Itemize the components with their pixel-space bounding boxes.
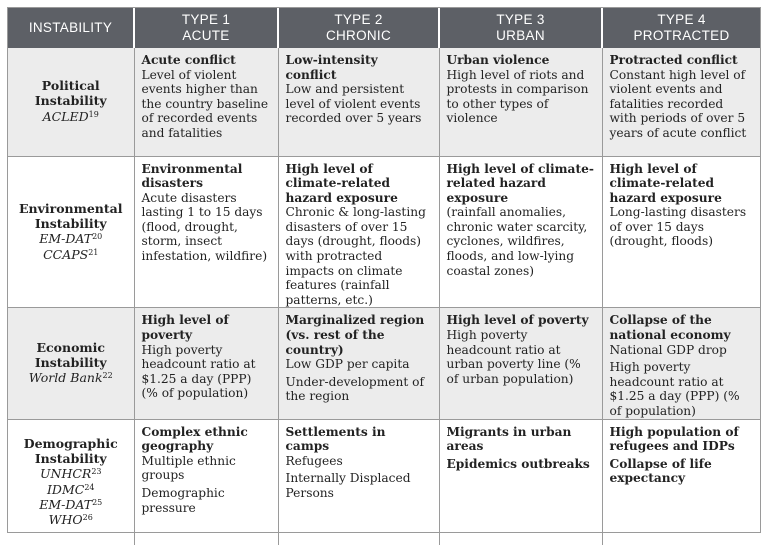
source-name: EM-DAT — [39, 496, 93, 512]
type-1-cell — [134, 308, 278, 419]
type-4-cell — [602, 48, 760, 156]
type-3-cell — [439, 308, 602, 419]
cell-title: Epidemics outbreaks — [446, 456, 590, 471]
header-type-1 — [134, 8, 278, 48]
row-title: Environmental — [18, 200, 123, 216]
instability-typology-table — [8, 8, 760, 545]
cell-description: Level of violent events higher than the country baseline of recorded events and fatalities — [141, 67, 269, 140]
type-1-cell — [134, 48, 278, 156]
source-reference: 21 — [88, 247, 99, 257]
source-reference: 25 — [92, 497, 103, 507]
type-1-cell — [134, 419, 278, 545]
cell-description: Multiple ethnic groups — [141, 453, 236, 483]
cell-title: Settlements in camps — [285, 424, 386, 454]
cell-title: Collapse of life expectancy — [609, 456, 712, 486]
type-number: TYPE 4 — [657, 12, 706, 27]
source-name: IDMC — [46, 481, 85, 497]
cell-description: (rainfall anomalies, chronic water scarcity, cyclones, wildfires, floods, and low-lying coastal zones) — [446, 205, 588, 278]
row-source — [12, 482, 130, 497]
cell-description: Acute disasters lasting 1 to 15 days (flood, drought, storm, insect infestation, wildfire) — [141, 190, 268, 264]
row-source — [12, 497, 130, 512]
type-number: TYPE 2 — [334, 12, 383, 27]
type-2-cell — [278, 419, 439, 545]
header-type-3 — [439, 8, 602, 48]
source-name: ACLED — [42, 108, 89, 124]
row-title: Instability — [34, 450, 107, 466]
type-4-cell — [602, 156, 760, 308]
cell-description: High poverty headcount ratio at $1.25 a day (PPP) (% of population) — [609, 360, 740, 418]
source-reference: 24 — [84, 482, 95, 492]
cell-description: High poverty headcount ratio at urban poverty line (% of urban population) — [446, 328, 581, 386]
cell-title: Environmental disasters — [141, 161, 243, 191]
cell-title: Urban violence — [446, 53, 550, 67]
type-1-cell — [134, 156, 278, 308]
row-header — [8, 48, 134, 156]
cell-title: Complex ethnic geography — [141, 424, 248, 454]
cell-description: Refugees — [285, 453, 343, 468]
instability-table-frame — [7, 7, 761, 533]
table-row — [8, 156, 760, 308]
cell-title: High level of climate-related hazard exposure — [285, 161, 398, 205]
cell-title: Marginalized region (vs. rest of the country) — [285, 313, 425, 357]
type-4-cell — [602, 308, 760, 419]
type-number: TYPE 3 — [496, 12, 545, 27]
type-3-cell — [439, 48, 602, 156]
row-header — [8, 308, 134, 419]
header-type-4 — [602, 8, 760, 48]
type-2-cell — [278, 48, 439, 156]
row-title: Economic — [36, 340, 105, 356]
source-reference: 20 — [92, 232, 103, 242]
cell-title: High level of poverty — [141, 313, 229, 343]
cell-description: Constant high level of violent events and fatalities recorded with periods of over 5 years of acute conflict — [609, 67, 747, 140]
row-title: Instability — [34, 354, 107, 370]
cell-title: High level of poverty — [446, 313, 589, 328]
type-3-cell — [439, 156, 602, 308]
cell-description: Long-lasting disasters of over 15 days (drought, floods) — [609, 205, 747, 249]
row-title: Instability — [34, 93, 107, 109]
row-header — [8, 156, 134, 308]
source-name: UNHCR — [39, 466, 92, 482]
source-name: WHO — [48, 512, 83, 528]
source-reference: 22 — [102, 371, 113, 381]
cell-title: Protracted conflict — [609, 53, 738, 67]
cell-description: Low and persistent level of violent events recorded over 5 years — [285, 82, 422, 126]
cell-description: Chronic & long-lasting disasters of over 15 days (drought, floods) with protracted impacts on climate features (rainfall patterns, etc.) — [285, 205, 426, 307]
type-number: TYPE 1 — [181, 12, 231, 27]
type-name: CHRONIC — [325, 28, 392, 43]
row-source — [12, 512, 130, 527]
type-name: URBAN — [496, 28, 545, 43]
cell-title: Migrants in urban areas — [446, 424, 572, 454]
row-title: Instability — [34, 215, 107, 231]
header-type-2 — [278, 8, 439, 48]
header-instability: INSTABILITY — [8, 8, 134, 48]
cell-description: High level of riots and protests in comparison to other types of violence — [446, 67, 589, 126]
cell-title: Low-intensity conflict — [285, 53, 378, 82]
type-2-cell — [278, 308, 439, 419]
cell-title: Acute conflict — [141, 53, 236, 67]
row-source — [12, 466, 130, 481]
source-reference: 19 — [88, 109, 99, 119]
row-source — [12, 109, 130, 124]
type-name: ACUTE — [182, 28, 230, 43]
row-source — [12, 247, 130, 262]
row-header — [8, 419, 134, 545]
table-row — [8, 308, 760, 419]
type-4-cell — [602, 419, 760, 545]
cell-description: National GDP drop — [609, 342, 727, 357]
cell-title: Collapse of the national economy — [609, 313, 731, 343]
cell-title: High population of refugees and IDPs — [609, 424, 739, 454]
source-name: World Bank — [28, 370, 103, 386]
source-name: CCAPS — [43, 246, 89, 262]
header-row — [8, 8, 760, 48]
row-title: Political — [41, 78, 100, 94]
source-reference: 23 — [91, 467, 102, 477]
row-title: Demographic — [23, 435, 118, 451]
cell-description: Demographic pressure — [141, 485, 225, 515]
table-row — [8, 419, 760, 545]
source-reference: 26 — [82, 513, 93, 523]
cell-description: Internally Displaced Persons — [285, 471, 411, 500]
type-name: PROTRACTED — [633, 28, 730, 43]
type-3-cell — [439, 419, 602, 545]
row-source — [12, 370, 130, 385]
cell-title: High level of climate-related hazard exposure — [609, 161, 722, 205]
row-source — [12, 231, 130, 246]
cell-description: Under-development of the region — [285, 374, 424, 404]
cell-description: High poverty headcount ratio at $1.25 a day (PPP) (% of population) — [141, 342, 256, 401]
source-name: EM-DAT — [39, 231, 93, 247]
cell-description: Low GDP per capita — [285, 357, 410, 372]
type-2-cell — [278, 156, 439, 308]
table-row — [8, 48, 760, 156]
cell-title: High level of climate-related hazard exposure — [446, 161, 594, 205]
